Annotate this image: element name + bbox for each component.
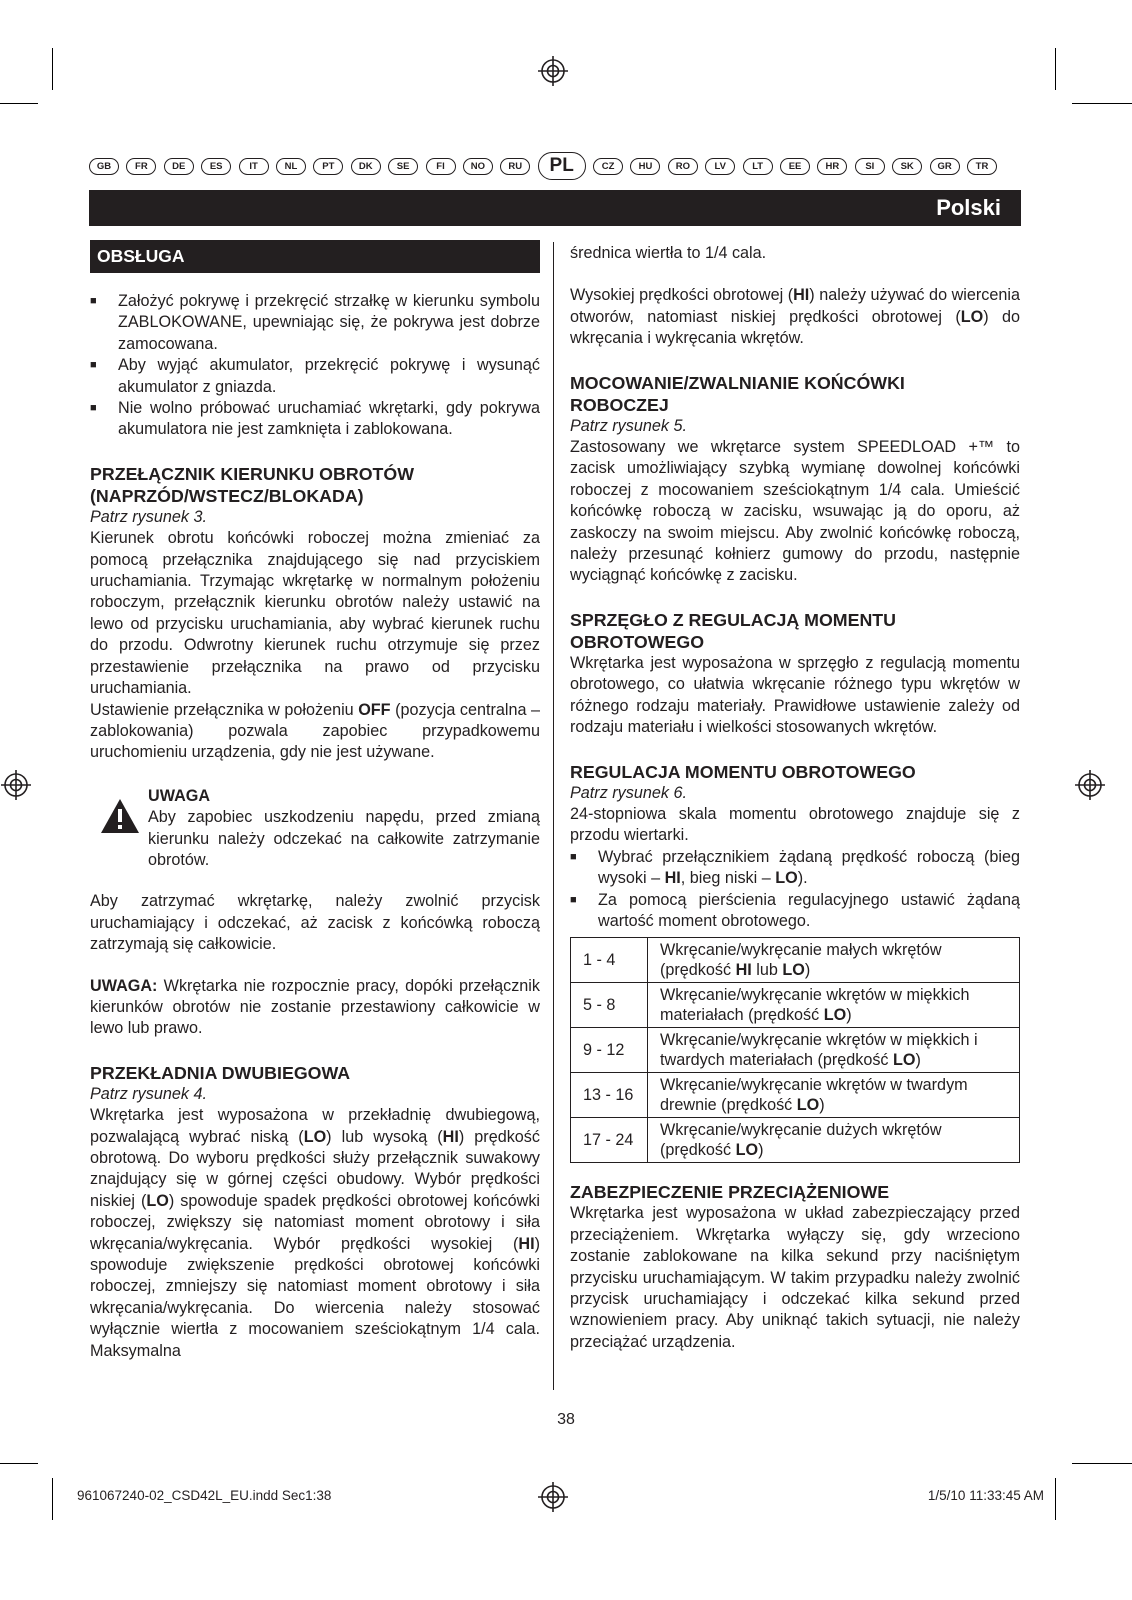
page-number: 38 <box>557 1411 575 1428</box>
section-title-torque: REGULACJA MOMENTU OBROTOWEGO <box>570 761 916 782</box>
table-row <box>571 1073 1020 1118</box>
crop-mark <box>52 1478 53 1520</box>
list-item: ■ Za pomocą pierścienia regulacyjnego ustawić żądaną wartość moment obrotowego. <box>570 890 1020 933</box>
language-selector <box>89 152 1021 180</box>
list-item: ■ Nie wolno próbować uruchamiać wkrętarki, gdy pokrywa akumulatora nie jest zamknięta i zablokowana. <box>90 398 540 441</box>
crop-mark <box>1055 48 1056 90</box>
torque-list <box>570 847 1020 933</box>
registration-mark-icon <box>538 1482 568 1512</box>
language-code-fi: FI <box>426 158 456 175</box>
warning-text: Aby zapobiec uszkodzeniu napędu, przed zmianą kierunku należy odczekać na całkowite zatrzymanie obrotów. <box>148 808 540 869</box>
warning-box <box>90 786 540 872</box>
heading-line: (NAPRZÓD/WSTECZ/BLOKADA) <box>90 485 364 506</box>
warning-triangle-icon <box>100 798 140 834</box>
registration-mark-icon <box>538 56 568 86</box>
language-code-tr: TR <box>967 158 997 175</box>
table-row <box>571 938 1020 983</box>
torque-description-cell: Wkręcanie/wykręcanie dużych wkrętów (prędkość LO) <box>648 1118 1020 1163</box>
language-code-lv: LV <box>705 158 735 175</box>
paragraph: Wysokiej prędkości obrotowej (HI) należy używać do wiercenia otworów, natomiast niskiej prędkości obrotowej (LO) do wkręcania i wykręcania wkrętów. <box>570 286 1020 348</box>
language-code-fr: FR <box>126 158 156 175</box>
crop-mark <box>1072 1463 1132 1464</box>
section-title-overload: ZABEZPIECZENIE PRZECIĄŻENIOWE <box>570 1182 890 1203</box>
heading-line: SPRZĘGŁO Z REGULACJĄ MOMENTU <box>570 609 896 630</box>
crop-mark <box>52 48 53 90</box>
language-code-sk: SK <box>892 158 922 175</box>
paragraph: Kierunek obrotu końcówki roboczej można zmieniać za pomocą przełącznika znajdującego się nad przyciskiem uruchamiania. Trzymając wkrętarkę w normalnym położeniu roboczym, przełącznik kierunku obrotów należy ustawić na lewo od przycisku uruchamiania, aby wybrać kierunek ruchu do przodu. Odwrotny kierunek ruchu otrzymuje się przez przestawienie przełącznika na prawo od przycisku uruchamiania. <box>90 529 540 698</box>
language-code-se: SE <box>388 158 418 175</box>
left-column <box>90 240 540 1362</box>
note-paragraph: UWAGA: Wkrętarka nie rozpocznie pracy, dopóki przełącznik kierunków obrotów nie zostanie przestawiony całkowicie w lewo lub prawo. <box>90 976 540 1038</box>
language-code-si: SI <box>855 158 885 175</box>
paragraph: Zastosowany we wkrętarce system SPEEDLOAD +™ to zacisk umożliwiający szybką wymianę dowolnej końcówki roboczej z mocowaniem sześciokątnym 1/4 cala. Umieścić końcówkę roboczą w zacisku, wsuwając ją do oporu, aż zaskoczy na swoim miejscu. Aby zwolnić końcówkę roboczą, należy przesunąć kołnierz gumowy do przodu, następnie wyciągnąć końcówkę z zacisku. <box>570 438 1020 585</box>
torque-table <box>570 937 1020 1163</box>
torque-range-cell: 17 - 24 <box>571 1118 648 1163</box>
paragraph: Ustawienie przełącznika w położeniu OFF (pozycja centralna – zablokowania) pozwala zapobiec przypadkowemu uruchomieniu urządzenia, gdy nie jest używane. <box>90 700 540 762</box>
language-code-it: IT <box>239 158 269 175</box>
heading-line: MOCOWANIE/ZWALNIANIE KOŃCÓWKI <box>570 372 905 393</box>
language-banner: Polski <box>89 190 1021 226</box>
language-code-no: NO <box>463 158 493 175</box>
crop-mark <box>1055 1478 1056 1520</box>
torque-description-cell: Wkręcanie/wykręcanie wkrętów w miękkich i twardych materiałach (prędkość LO) <box>648 1028 1020 1073</box>
torque-range-cell: 13 - 16 <box>571 1073 648 1118</box>
list-item: ■ Wybrać przełącznikiem żądaną prędkość roboczą (bieg wysoki – HI, bieg niski – LO). <box>570 847 1020 890</box>
language-code-nl: NL <box>276 158 306 175</box>
obsluga-list <box>90 291 540 441</box>
torque-description-cell: Wkręcanie/wykręcanie małych wkrętów (prędkość HI lub LO) <box>648 938 1020 983</box>
language-code-dk: DK <box>351 158 381 175</box>
section-title-bit <box>570 372 1020 416</box>
language-code-lt: LT <box>743 158 773 175</box>
paragraph: Wkrętarka jest wyposażona w przekładnię dwubiegową, pozwalającą wybrać niską (LO) lub wysoką (HI) prędkość obrotową. Do wyboru prędkości służy przełącznik suwakowy znajdujący się w górnej części obudowy. Wybór prędkości niskiej (LO) spowoduje spadek prędkości obrotowej końcówki roboczej, zwiększy się natomiast moment obrotowy i siła wkręcania/wykręcania. Wybór prędkości wysokiej (HI) spowoduje zwiększenie prędkości obrotowej końcówki roboczej, zmniejszy się natomiast moment obrotowy i siła wkręcania/wykręcania. Do wiercenia należy stosować wyłącznie wiertła z mocowaniem sześciokątnym 1/4 cala. Maksymalna <box>90 1106 541 1360</box>
torque-description-cell: Wkręcanie/wykręcanie wkrętów w twardym drewnie (prędkość LO) <box>648 1073 1020 1118</box>
crop-mark <box>0 103 38 104</box>
footer-timestamp: 1/5/10 11:33:45 AM <box>927 1488 1044 1503</box>
table-row <box>571 1118 1020 1163</box>
figure-reference: Patrz rysunek 5. <box>570 416 687 435</box>
heading-line: OBROTOWEGO <box>570 631 705 652</box>
language-code-cz: CZ <box>593 158 623 175</box>
language-code-hu: HU <box>630 158 660 175</box>
registration-mark-icon <box>1 770 31 800</box>
language-code-ee: EE <box>780 158 810 175</box>
registration-mark-icon <box>1075 770 1105 800</box>
list-item: ■ Aby wyjąć akumulator, przekręcić pokrywę i wysunąć akumulator z gniazda. <box>90 355 540 398</box>
language-code-de: DE <box>164 158 194 175</box>
crop-mark <box>1072 103 1132 104</box>
language-code-pt: PT <box>313 158 343 175</box>
figure-reference: Patrz rysunek 3. <box>90 507 207 526</box>
torque-range-cell: 9 - 12 <box>571 1028 648 1073</box>
torque-description-cell: Wkręcanie/wykręcanie wkrętów w miękkich materiałach (prędkość LO) <box>648 983 1020 1028</box>
paragraph: Wkrętarka jest wyposażona w układ zabezpieczający przed przeciążeniem. Wkrętarka wyłączy się, gdy wrzeciono zostanie zablokowane na kilka sekund przy naciśniętym przycisku uruchamiającym. W takim przypadku należy zwolnić przycisk uruchamiający i odczekać kilka sekund przed wznowieniem pracy. Aby uniknąć takich sytuacji, nie należy przeciążać urządzenia. <box>570 1204 1020 1351</box>
heading-line: ROBOCZEJ <box>570 394 669 415</box>
torque-range-cell: 5 - 8 <box>571 983 648 1028</box>
section-title-clutch <box>570 609 1020 653</box>
language-code-hr: HR <box>817 158 847 175</box>
paragraph: Aby zatrzymać wkrętarkę, należy zwolnić przycisk uruchamiający i odczekać, aż zacisk z końcówką roboczą zatrzymają się całkowicie. <box>90 892 540 954</box>
torque-range-cell: 1 - 4 <box>571 938 648 983</box>
language-code-gr: GR <box>930 158 960 175</box>
footer-file-info: 961067240-02_CSD42L_EU.indd Sec1:38 <box>77 1488 332 1503</box>
list-item: ■ Założyć pokrywę i przekręcić strzałkę w kierunku symbolu ZABLOKOWANE, upewniając się, że pokrywa jest dobrze zamocowana. <box>90 291 540 355</box>
section-title-obsluga: OBSŁUGA <box>90 240 540 273</box>
language-code-ro: RO <box>668 158 698 175</box>
language-code-gb: GB <box>89 158 119 175</box>
column-divider <box>553 242 554 1390</box>
table-row <box>571 983 1020 1028</box>
crop-mark <box>0 1463 38 1464</box>
right-column <box>570 240 1020 1353</box>
paragraph: 24-stopniowa skala momentu obrotowego znajduje się z przodu wiertarki. <box>570 804 1020 845</box>
language-code-ru: RU <box>500 158 530 175</box>
paragraph: średnica wiertła to 1/4 cala. <box>570 244 767 262</box>
language-code-pl: PL <box>538 152 586 180</box>
warning-title: UWAGA <box>148 786 211 805</box>
section-title-gear: PRZEKŁADNIA DWUBIEGOWA <box>90 1062 351 1083</box>
table-row <box>571 1028 1020 1073</box>
language-code-es: ES <box>201 158 231 175</box>
figure-reference: Patrz rysunek 4. <box>90 1084 207 1103</box>
figure-reference: Patrz rysunek 6. <box>570 783 687 802</box>
section-title-switch <box>90 463 540 507</box>
heading-line: PRZEŁĄCZNIK KIERUNKU OBROTÓW <box>90 463 414 484</box>
paragraph: Wkrętarka jest wyposażona w sprzęgło z regulacją momentu obrotowego, co ułatwia wkręcanie różnego typu wkrętów w różnego rodzaju materiały. Prawidłowe ustawienie zależy od rodzaju materiału i wielkości stosowanych wkrętów. <box>570 653 1020 737</box>
